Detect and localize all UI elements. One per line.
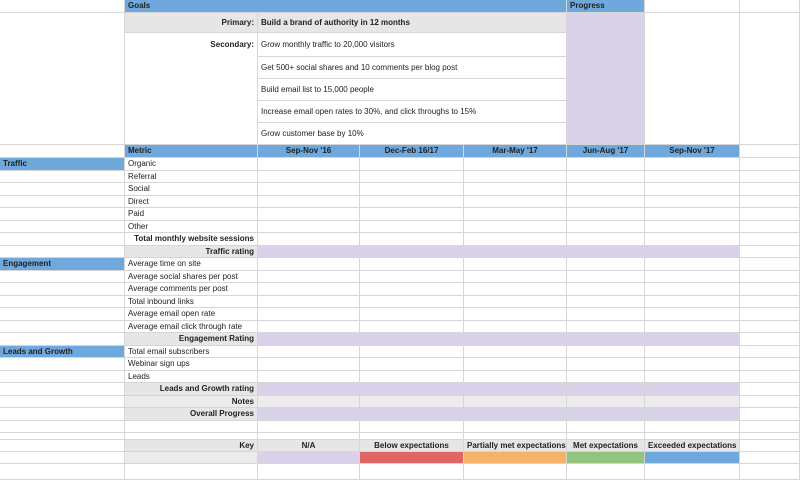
data-cell[interactable] xyxy=(567,283,645,296)
rating-cell[interactable] xyxy=(360,333,464,346)
data-cell[interactable] xyxy=(645,296,740,309)
rating-cell[interactable] xyxy=(464,383,567,396)
data-cell[interactable] xyxy=(567,171,645,184)
metric-label[interactable]: Average time on site xyxy=(125,258,258,271)
rating-cell[interactable] xyxy=(360,246,464,259)
data-cell[interactable] xyxy=(645,308,740,321)
cell-empty[interactable] xyxy=(645,433,740,440)
data-cell[interactable] xyxy=(645,158,740,171)
cell-empty[interactable] xyxy=(740,371,800,384)
overall-label[interactable]: Overall Progress xyxy=(125,408,258,421)
section-label[interactable]: Engagement xyxy=(0,258,125,271)
cell-empty[interactable] xyxy=(0,433,125,440)
cell-empty[interactable] xyxy=(740,13,800,145)
cell-empty[interactable] xyxy=(740,0,800,13)
notes-cell[interactable] xyxy=(258,396,360,409)
secondary-label[interactable]: Secondary: xyxy=(125,33,258,145)
data-cell[interactable] xyxy=(258,308,360,321)
cell-empty[interactable] xyxy=(740,296,800,309)
primary-goal[interactable]: Build a brand of authority in 12 months xyxy=(258,13,567,33)
cell-empty[interactable] xyxy=(0,440,125,452)
total-label[interactable]: Total monthly website sessions xyxy=(125,233,258,246)
cell-empty[interactable] xyxy=(0,196,125,209)
data-cell[interactable] xyxy=(258,171,360,184)
cell-empty[interactable] xyxy=(258,464,360,480)
data-cell[interactable] xyxy=(258,233,360,246)
data-cell[interactable] xyxy=(258,358,360,371)
data-cell[interactable] xyxy=(645,233,740,246)
key-na-label[interactable]: N/A xyxy=(258,440,360,452)
data-cell[interactable] xyxy=(567,196,645,209)
data-cell[interactable] xyxy=(464,321,567,334)
rating-cell[interactable] xyxy=(258,383,360,396)
metric-label[interactable]: Average social shares per post xyxy=(125,271,258,284)
rating-cell[interactable] xyxy=(258,333,360,346)
metric-label[interactable]: Organic xyxy=(125,158,258,171)
metric-label[interactable]: Total inbound links xyxy=(125,296,258,309)
cell-empty[interactable] xyxy=(464,464,567,480)
overall-cell[interactable] xyxy=(360,408,464,421)
data-cell[interactable] xyxy=(464,296,567,309)
cell-empty[interactable] xyxy=(740,246,800,259)
cell-empty[interactable] xyxy=(0,145,125,158)
data-cell[interactable] xyxy=(258,371,360,384)
period-header[interactable]: Sep-Nov '17 xyxy=(645,145,740,158)
notes-cell[interactable] xyxy=(645,396,740,409)
data-cell[interactable] xyxy=(567,321,645,334)
overall-cell[interactable] xyxy=(258,408,360,421)
cell-empty[interactable] xyxy=(567,433,645,440)
cell-empty[interactable] xyxy=(645,464,740,480)
cell-empty[interactable] xyxy=(0,208,125,221)
rating-label[interactable]: Engagement Rating xyxy=(125,333,258,346)
section-label[interactable]: Traffic xyxy=(0,158,125,171)
cell-empty[interactable] xyxy=(0,246,125,259)
data-cell[interactable] xyxy=(360,321,464,334)
notes-cell[interactable] xyxy=(567,396,645,409)
period-header[interactable]: Mar-May '17 xyxy=(464,145,567,158)
key-below-swatch[interactable] xyxy=(360,452,464,464)
data-cell[interactable] xyxy=(258,296,360,309)
data-cell[interactable] xyxy=(360,196,464,209)
data-cell[interactable] xyxy=(360,371,464,384)
primary-label[interactable]: Primary: xyxy=(125,13,258,33)
data-cell[interactable] xyxy=(464,233,567,246)
cell-empty[interactable] xyxy=(0,283,125,296)
secondary-goal[interactable]: Grow customer base by 10% xyxy=(258,123,567,145)
cell-empty[interactable] xyxy=(0,421,125,434)
rating-cell[interactable] xyxy=(464,333,567,346)
cell-empty[interactable] xyxy=(0,371,125,384)
cell-empty[interactable] xyxy=(0,183,125,196)
cell-empty[interactable] xyxy=(740,440,800,452)
cell-empty[interactable] xyxy=(740,421,800,434)
metric-header[interactable]: Metric xyxy=(125,145,258,158)
data-cell[interactable] xyxy=(258,158,360,171)
metric-label[interactable]: Other xyxy=(125,221,258,234)
rating-label[interactable]: Leads and Growth rating xyxy=(125,383,258,396)
cell-empty[interactable] xyxy=(0,233,125,246)
cell-empty[interactable] xyxy=(740,233,800,246)
cell-empty[interactable] xyxy=(645,0,740,13)
metric-label[interactable]: Webinar sign ups xyxy=(125,358,258,371)
data-cell[interactable] xyxy=(645,358,740,371)
key-below-label[interactable]: Below expectations xyxy=(360,440,464,452)
data-cell[interactable] xyxy=(258,271,360,284)
key-exceeded-label[interactable]: Exceeded expectations xyxy=(645,440,740,452)
cell-empty[interactable] xyxy=(740,208,800,221)
data-cell[interactable] xyxy=(567,308,645,321)
cell-empty[interactable] xyxy=(258,421,360,434)
overall-cell[interactable] xyxy=(567,408,645,421)
cell-empty[interactable] xyxy=(740,396,800,409)
overall-cell[interactable] xyxy=(464,408,567,421)
data-cell[interactable] xyxy=(360,358,464,371)
cell-empty[interactable] xyxy=(740,433,800,440)
data-cell[interactable] xyxy=(567,296,645,309)
data-cell[interactable] xyxy=(645,346,740,359)
data-cell[interactable] xyxy=(464,258,567,271)
cell-empty[interactable] xyxy=(740,358,800,371)
data-cell[interactable] xyxy=(464,308,567,321)
cell-empty[interactable] xyxy=(0,171,125,184)
cell-empty[interactable] xyxy=(645,13,740,145)
data-cell[interactable] xyxy=(360,233,464,246)
data-cell[interactable] xyxy=(567,258,645,271)
key-na-swatch[interactable] xyxy=(258,452,360,464)
data-cell[interactable] xyxy=(258,196,360,209)
cell-empty[interactable] xyxy=(740,452,800,464)
cell-empty[interactable] xyxy=(740,383,800,396)
period-header[interactable]: Dec-Feb 16/17 xyxy=(360,145,464,158)
data-cell[interactable] xyxy=(360,171,464,184)
data-cell[interactable] xyxy=(360,346,464,359)
data-cell[interactable] xyxy=(567,208,645,221)
rating-cell[interactable] xyxy=(567,333,645,346)
cell-empty[interactable] xyxy=(740,408,800,421)
data-cell[interactable] xyxy=(258,221,360,234)
data-cell[interactable] xyxy=(464,158,567,171)
cell-empty[interactable] xyxy=(740,145,800,158)
secondary-goal[interactable]: Increase email open rates to 30%, and click throughs to 15% xyxy=(258,101,567,123)
data-cell[interactable] xyxy=(464,371,567,384)
cell-empty[interactable] xyxy=(0,452,125,464)
rating-cell[interactable] xyxy=(464,246,567,259)
metric-label[interactable]: Direct xyxy=(125,196,258,209)
data-cell[interactable] xyxy=(258,346,360,359)
cell-empty[interactable] xyxy=(740,308,800,321)
key-partial-swatch[interactable] xyxy=(464,452,567,464)
data-cell[interactable] xyxy=(360,221,464,234)
rating-label[interactable]: Traffic rating xyxy=(125,246,258,259)
cell-empty[interactable] xyxy=(740,183,800,196)
data-cell[interactable] xyxy=(464,183,567,196)
data-cell[interactable] xyxy=(645,221,740,234)
cell-empty[interactable] xyxy=(0,13,125,145)
key-label[interactable]: Key xyxy=(125,440,258,452)
cell-empty[interactable] xyxy=(0,383,125,396)
progress-cell[interactable] xyxy=(567,13,645,145)
cell-empty[interactable] xyxy=(645,421,740,434)
data-cell[interactable] xyxy=(360,308,464,321)
cell-empty[interactable] xyxy=(567,464,645,480)
data-cell[interactable] xyxy=(464,283,567,296)
notes-cell[interactable] xyxy=(360,396,464,409)
data-cell[interactable] xyxy=(567,271,645,284)
rating-cell[interactable] xyxy=(645,246,740,259)
period-header[interactable]: Sep-Nov '16 xyxy=(258,145,360,158)
data-cell[interactable] xyxy=(360,271,464,284)
data-cell[interactable] xyxy=(360,208,464,221)
metric-label[interactable]: Average email click through rate xyxy=(125,321,258,334)
cell-empty[interactable] xyxy=(125,433,258,440)
cell-empty[interactable] xyxy=(0,396,125,409)
data-cell[interactable] xyxy=(464,208,567,221)
key-partial-label[interactable]: Partially met expectations xyxy=(464,440,567,452)
cell-empty[interactable] xyxy=(125,421,258,434)
data-cell[interactable] xyxy=(258,208,360,221)
cell-empty[interactable] xyxy=(0,408,125,421)
cell-empty[interactable] xyxy=(0,296,125,309)
cell-empty[interactable] xyxy=(360,464,464,480)
notes-label[interactable]: Notes xyxy=(125,396,258,409)
key-met-label[interactable]: Met expectations xyxy=(567,440,645,452)
metric-label[interactable]: Paid xyxy=(125,208,258,221)
data-cell[interactable] xyxy=(567,346,645,359)
metric-label[interactable]: Average comments per post xyxy=(125,283,258,296)
cell-empty[interactable] xyxy=(0,321,125,334)
cell-empty[interactable] xyxy=(740,158,800,171)
data-cell[interactable] xyxy=(645,183,740,196)
data-cell[interactable] xyxy=(360,283,464,296)
key-met-swatch[interactable] xyxy=(567,452,645,464)
cell-empty[interactable] xyxy=(464,421,567,434)
cell-empty[interactable] xyxy=(125,464,258,480)
rating-cell[interactable] xyxy=(567,246,645,259)
data-cell[interactable] xyxy=(464,221,567,234)
cell-empty[interactable] xyxy=(464,433,567,440)
data-cell[interactable] xyxy=(258,321,360,334)
rating-cell[interactable] xyxy=(258,246,360,259)
cell-empty[interactable] xyxy=(567,421,645,434)
data-cell[interactable] xyxy=(645,196,740,209)
cell-empty[interactable] xyxy=(0,358,125,371)
data-cell[interactable] xyxy=(258,258,360,271)
data-cell[interactable] xyxy=(645,321,740,334)
data-cell[interactable] xyxy=(464,346,567,359)
data-cell[interactable] xyxy=(567,183,645,196)
key-exceeded-swatch[interactable] xyxy=(645,452,740,464)
data-cell[interactable] xyxy=(360,158,464,171)
cell-empty[interactable] xyxy=(740,171,800,184)
data-cell[interactable] xyxy=(567,358,645,371)
cell-empty[interactable] xyxy=(740,271,800,284)
data-cell[interactable] xyxy=(645,208,740,221)
metric-label[interactable]: Referral xyxy=(125,171,258,184)
data-cell[interactable] xyxy=(567,158,645,171)
rating-cell[interactable] xyxy=(567,383,645,396)
notes-cell[interactable] xyxy=(464,396,567,409)
data-cell[interactable] xyxy=(645,271,740,284)
metric-label[interactable]: Total email subscribers xyxy=(125,346,258,359)
metric-label[interactable]: Social xyxy=(125,183,258,196)
cell-empty[interactable] xyxy=(0,271,125,284)
data-cell[interactable] xyxy=(645,283,740,296)
data-cell[interactable] xyxy=(258,283,360,296)
metric-label[interactable]: Average email open rate xyxy=(125,308,258,321)
data-cell[interactable] xyxy=(464,271,567,284)
data-cell[interactable] xyxy=(360,183,464,196)
overall-cell[interactable] xyxy=(645,408,740,421)
cell-empty[interactable] xyxy=(258,433,360,440)
cell-empty[interactable] xyxy=(0,308,125,321)
period-header[interactable]: Jun-Aug '17 xyxy=(567,145,645,158)
rating-cell[interactable] xyxy=(645,383,740,396)
secondary-goal[interactable]: Build email list to 15,000 people xyxy=(258,79,567,101)
cell-empty[interactable] xyxy=(0,221,125,234)
secondary-goal[interactable]: Get 500+ social shares and 10 comments per blog post xyxy=(258,57,567,79)
cell-empty[interactable] xyxy=(360,421,464,434)
data-cell[interactable] xyxy=(258,183,360,196)
data-cell[interactable] xyxy=(645,171,740,184)
cell-empty[interactable] xyxy=(0,0,125,13)
cell-empty[interactable] xyxy=(740,196,800,209)
cell-empty[interactable] xyxy=(740,221,800,234)
data-cell[interactable] xyxy=(360,296,464,309)
rating-cell[interactable] xyxy=(645,333,740,346)
cell-empty[interactable] xyxy=(740,258,800,271)
metric-label[interactable]: Leads xyxy=(125,371,258,384)
cell-empty[interactable] xyxy=(740,464,800,480)
data-cell[interactable] xyxy=(464,196,567,209)
cell-empty[interactable] xyxy=(0,464,125,480)
data-cell[interactable] xyxy=(645,371,740,384)
cell-empty[interactable] xyxy=(740,333,800,346)
cell-empty[interactable] xyxy=(740,321,800,334)
data-cell[interactable] xyxy=(567,371,645,384)
data-cell[interactable] xyxy=(567,233,645,246)
data-cell[interactable] xyxy=(360,258,464,271)
cell-empty[interactable] xyxy=(740,283,800,296)
progress-header[interactable]: Progress xyxy=(567,0,645,13)
data-cell[interactable] xyxy=(645,258,740,271)
cell-empty[interactable] xyxy=(0,333,125,346)
rating-cell[interactable] xyxy=(360,383,464,396)
data-cell[interactable] xyxy=(464,358,567,371)
goals-header[interactable]: Goals xyxy=(125,0,567,13)
cell-empty[interactable] xyxy=(740,346,800,359)
data-cell[interactable] xyxy=(567,221,645,234)
cell-empty[interactable] xyxy=(360,433,464,440)
data-cell[interactable] xyxy=(464,171,567,184)
cell-empty[interactable] xyxy=(125,452,258,464)
secondary-goal[interactable]: Grow monthly traffic to 20,000 visitors xyxy=(258,33,567,57)
section-label[interactable]: Leads and Growth xyxy=(0,346,125,359)
